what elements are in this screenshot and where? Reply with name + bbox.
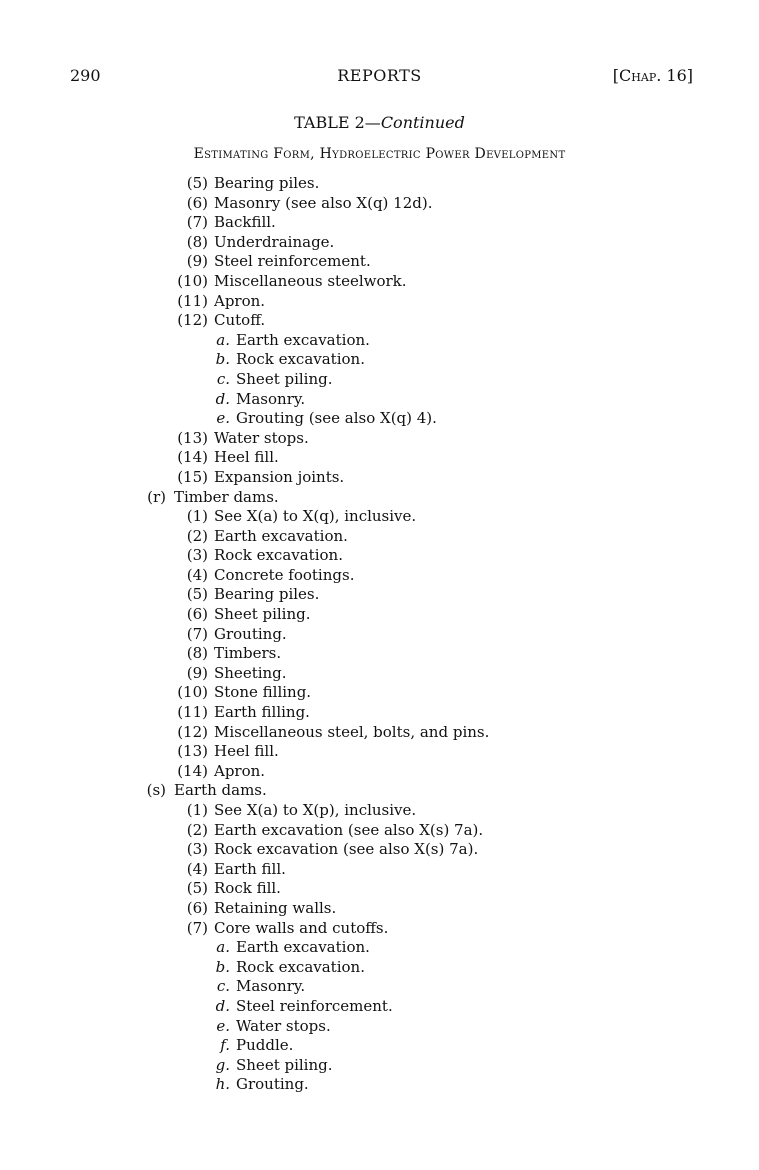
page-number: 290: [70, 66, 101, 85]
outline-item-number: (6): [186, 193, 208, 212]
table-subtitle: Estimating Form, Hydroelectric Power Development: [193, 146, 566, 162]
outline-item: [0, 429, 759, 449]
outline-item: [0, 977, 759, 997]
outline-item-text: Earth excavation.: [236, 330, 370, 349]
outline-item: [0, 213, 759, 233]
outline-item-number: (9): [186, 663, 208, 682]
outline-item-text: Miscellaneous steelwork.: [214, 271, 407, 290]
outline-item-number: (10): [177, 271, 208, 290]
outline-item-text: Earth excavation (see also X(s) 7a).: [214, 820, 484, 839]
outline-item: [0, 860, 759, 880]
outline-item: [0, 683, 759, 703]
outline-item-number: (10): [177, 683, 208, 702]
outline-item: [0, 801, 759, 821]
outline-item-number: d.: [215, 389, 230, 408]
outline-item: [0, 292, 759, 312]
outline-item-number: (8): [186, 232, 208, 251]
outline-item-text: Bearing piles.: [214, 585, 320, 604]
chapter-reference: [Chap. 16]: [612, 66, 693, 85]
outline-item-number: (1): [186, 507, 208, 526]
outline-item-text: See X(a) to X(p), inclusive.: [214, 801, 417, 819]
outline-item-number: (15): [177, 467, 208, 486]
outline-item-number: (3): [186, 546, 208, 565]
outline-item-number: (7): [186, 624, 208, 643]
outline-item-number: a.: [216, 938, 230, 957]
outline-item-number: (5): [186, 174, 208, 192]
outline-item-number: (5): [186, 585, 208, 604]
table-title: [0, 113, 759, 132]
outline-item-number: b.: [215, 957, 230, 976]
outline-item-text: Apron.: [214, 761, 266, 780]
outline-item-text: Masonry.: [236, 389, 306, 408]
outline-item-number: a.: [216, 330, 230, 349]
outline-item-number: (3): [186, 840, 208, 859]
outline-item: [0, 625, 759, 645]
outline-item: [0, 350, 759, 370]
outline-item-number: (13): [177, 742, 208, 761]
outline-item: [0, 723, 759, 743]
outline-item-text: Puddle.: [236, 1036, 294, 1055]
outline-item-text: Rock excavation.: [214, 546, 343, 565]
outline-item: [0, 527, 759, 547]
table-title-main: TABLE 2—: [294, 113, 381, 132]
outline-item-number: (12): [177, 722, 208, 741]
outline-item: [0, 664, 759, 684]
outline-item-number: (s): [146, 781, 166, 800]
outline-item: [0, 958, 759, 978]
outline-item: [0, 821, 759, 841]
outline-item-text: Water stops.: [236, 1016, 331, 1035]
outline-item: [0, 194, 759, 214]
outline-item: [0, 997, 759, 1017]
outline-item-number: (8): [186, 644, 208, 663]
outline-item: [0, 174, 759, 194]
outline-item-text: Sheeting.: [214, 663, 287, 682]
outline-item-text: Grouting.: [236, 1075, 309, 1094]
outline-item: [0, 409, 759, 429]
outline-item: [0, 311, 759, 331]
outline-item: [0, 331, 759, 351]
outline-item-number: (2): [186, 820, 208, 839]
outline-item-text: Expansion joints.: [214, 467, 345, 486]
outline-item-number: (12): [177, 311, 208, 330]
outline-item-number: (7): [186, 213, 208, 232]
outline-item: [0, 1017, 759, 1037]
outline-item: [0, 762, 759, 782]
outline-item: [0, 566, 759, 586]
outline-item: [0, 742, 759, 762]
outline-item-text: Steel reinforcement.: [214, 252, 371, 271]
outline-item: [0, 703, 759, 723]
outline-item-text: Earth excavation.: [236, 938, 370, 957]
outline-item-number: (4): [186, 565, 208, 584]
outline-item-number: (11): [177, 703, 208, 722]
outline-item: [0, 605, 759, 625]
outline-item-number: (7): [186, 918, 208, 937]
outline-item-text: Earth dams.: [174, 781, 267, 800]
outline-item-text: Timber dams.: [174, 487, 279, 506]
outline-item-text: Heel fill.: [214, 448, 279, 467]
outline-item: [0, 448, 759, 468]
outline-item-text: Rock fill.: [214, 879, 281, 898]
outline-item: [0, 919, 759, 939]
outline-item-number: b.: [215, 350, 230, 369]
outline-item-number: h.: [215, 1075, 230, 1094]
outline-item: [0, 644, 759, 664]
outline-item-number: (r): [147, 487, 166, 506]
outline-item: [0, 370, 759, 390]
running-head: REPORTS: [337, 66, 422, 85]
outline-item-text: Masonry (see also X(q) 12d).: [214, 193, 433, 212]
outline-item-number: (11): [177, 291, 208, 310]
outline-item-text: Water stops.: [214, 428, 309, 447]
outline-item-number: (4): [186, 859, 208, 878]
outline-item: [0, 1036, 759, 1056]
outline-item-number: (14): [177, 448, 208, 467]
outline-item-text: Sheet piling.: [214, 605, 311, 624]
outline-item-number: (2): [186, 526, 208, 545]
outline-item-text: Earth excavation.: [214, 526, 348, 545]
outline-item-number: (9): [186, 252, 208, 271]
outline-item: [0, 781, 759, 801]
outline-item-number: c.: [216, 369, 230, 388]
outline-item-text: Cutoff.: [214, 311, 266, 330]
outline-item-text: Underdrainage.: [214, 232, 335, 251]
outline-item-text: Miscellaneous steel, bolts, and pins.: [214, 722, 490, 741]
outline-item-text: Bearing piles.: [214, 174, 320, 192]
outline-item-text: Masonry.: [236, 977, 306, 996]
outline-item: [0, 252, 759, 272]
outline-item-text: Concrete footings.: [214, 565, 355, 584]
outline-item-number: e.: [216, 409, 230, 428]
outline-item-text: Backfill.: [214, 213, 276, 232]
outline-item: [0, 938, 759, 958]
outline-item-text: Retaining walls.: [214, 898, 337, 917]
outline-item-number: (5): [186, 879, 208, 898]
outline-item-text: Steel reinforcement.: [236, 996, 393, 1015]
outline-item-text: See X(a) to X(q), inclusive.: [214, 507, 417, 526]
outline-item-text: Sheet piling.: [236, 1055, 333, 1074]
outline-item-text: Rock excavation (see also X(s) 7a).: [214, 840, 479, 859]
outline-item-number: (1): [186, 801, 208, 819]
table-title-continued: Continued: [380, 113, 465, 132]
outline-item-text: Heel fill.: [214, 742, 279, 761]
outline-item-number: (13): [177, 428, 208, 447]
outline-item: [0, 899, 759, 919]
outline-item-text: Grouting.: [214, 624, 287, 643]
outline-item: [0, 879, 759, 899]
outline-item: [0, 1075, 759, 1095]
outline-item-text: Earth fill.: [214, 859, 286, 878]
outline-item: [0, 507, 759, 527]
outline-item: [0, 546, 759, 566]
outline-item-number: g.: [215, 1055, 230, 1074]
outline-item-number: e.: [216, 1016, 230, 1035]
outline-item-number: (6): [186, 605, 208, 624]
outline-item-text: Grouting (see also X(q) 4).: [236, 409, 437, 428]
outline-item-text: Earth filling.: [214, 703, 310, 722]
outline-item-text: Rock excavation.: [236, 350, 365, 369]
outline-item: [0, 272, 759, 292]
outline-item-number: c.: [216, 977, 230, 996]
outline-item-number: (14): [177, 761, 208, 780]
outline-item: [0, 585, 759, 605]
outline-item: [0, 468, 759, 488]
outline-item-number: f.: [220, 1036, 230, 1055]
outline-item: [0, 840, 759, 860]
outline-item: [0, 488, 759, 508]
outline-item-text: Apron.: [214, 291, 266, 310]
outline-item: [0, 233, 759, 253]
outline-item-text: Timbers.: [214, 644, 282, 663]
outline-item-number: (6): [186, 898, 208, 917]
outline-item: [0, 390, 759, 410]
outline-item-text: Core walls and cutoffs.: [214, 918, 389, 937]
outline-item-text: Sheet piling.: [236, 369, 333, 388]
estimating-form-outline: [0, 174, 759, 1095]
outline-item-text: Stone filling.: [214, 683, 312, 702]
outline-item: [0, 1056, 759, 1076]
outline-item-number: d.: [215, 996, 230, 1015]
outline-item-text: Rock excavation.: [236, 957, 365, 976]
